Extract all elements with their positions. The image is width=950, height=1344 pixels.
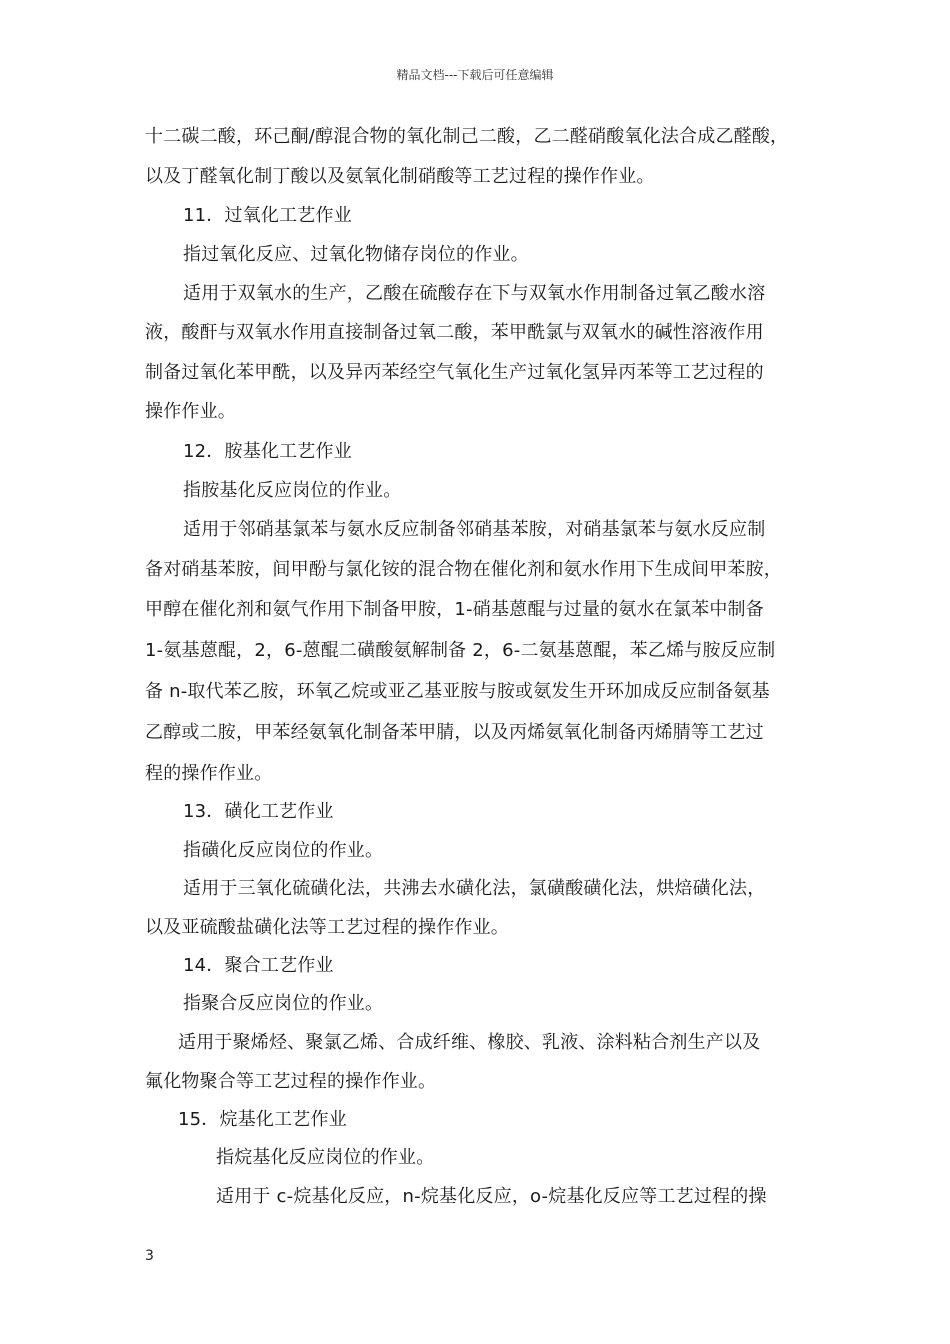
body-line: 适用于三氧化硫磺化法，共沸去水磺化法，氯磺酸磺化法，烘焙磺化法， (183, 878, 766, 899)
section-heading-14: 14．聚合工艺作业 (183, 955, 334, 976)
body-line: 适用于双氧水的生产，乙酸在硫酸存在下与双氧水作用制备过氧乙酸水溶 (183, 283, 766, 304)
body-line: 指磺化反应岗位的作业。 (183, 840, 384, 861)
body-line: 氟化物聚合等工艺过程的操作作业。 (145, 1071, 437, 1092)
body-line: 乙醇或二胺，甲苯经氨氧化制备苯甲腈，以及丙烯氨氧化制备丙烯腈等工艺过 (145, 722, 764, 743)
body-line: 十二碳二酸，环己酮/醇混合物的氧化制己二酸，乙二醛硝酸氧化法合成乙醛酸， (145, 126, 789, 147)
section-heading-11: 11．过氧化工艺作业 (183, 205, 352, 226)
body-line: 指聚合反应岗位的作业。 (183, 993, 384, 1014)
body-line: 制备过氧化苯甲酰，以及异丙苯经空气氧化生产过氧化氢异丙苯等工艺过程的 (145, 362, 764, 383)
section-heading-12: 12．胺基化工艺作业 (183, 441, 352, 462)
body-line: 1-氨基蒽醌，2，6-蒽醌二磺酸氨解制备 2，6-二氨基蒽醌，苯乙烯与胺反应制 (145, 640, 776, 661)
body-line: 适用于聚烯烃、聚氯乙烯、合成纤维、橡胶、乳液、涂料粘合剂生产以及 (178, 1032, 761, 1053)
section-heading-15: 15．烷基化工艺作业 (178, 1109, 347, 1130)
body-line: 操作作业。 (145, 401, 236, 422)
body-line: 备对硝基苯胺，间甲酚与氯化铵的混合物在催化剂和氨水作用下生成间甲苯胺， (145, 559, 782, 580)
section-heading-13: 13．磺化工艺作业 (183, 801, 334, 822)
body-line: 指胺基化反应岗位的作业。 (183, 480, 402, 501)
body-line: 以及亚硫酸盐磺化法等工艺过程的操作作业。 (145, 917, 509, 938)
body-line: 备 n-取代苯乙胺，环氧乙烷或亚乙基亚胺与胺或氨发生开环加成反应制备氨基 (145, 681, 770, 702)
body-line: 程的操作作业。 (145, 763, 273, 784)
page-number: 3 (145, 1248, 154, 1264)
body-line: 适用于邻硝基氯苯与氨水反应制备邻硝基苯胺，对硝基氯苯与氨水反应制 (183, 519, 766, 540)
body-line: 甲醇在催化剂和氨气作用下制备甲胺，1-硝基蒽醌与过量的氨水在氯苯中制备 (145, 599, 764, 620)
body-line: 液，酸酐与双氧水作用直接制备过氧二酸，苯甲酰氯与双氧水的碱性溶液作用 (145, 322, 764, 343)
body-line: 适用于 c-烷基化反应，n-烷基化反应，o-烷基化反应等工艺过程的操 (216, 1186, 767, 1207)
body-line: 指烷基化反应岗位的作业。 (216, 1147, 435, 1168)
body-line: 以及丁醛氧化制丁酸以及氨氧化制硝酸等工艺过程的操作作业。 (145, 166, 655, 187)
page-header: 精品文档---下载后可任意编辑 (396, 68, 554, 82)
body-line: 指过氧化反应、过氧化物储存岗位的作业。 (183, 244, 529, 265)
